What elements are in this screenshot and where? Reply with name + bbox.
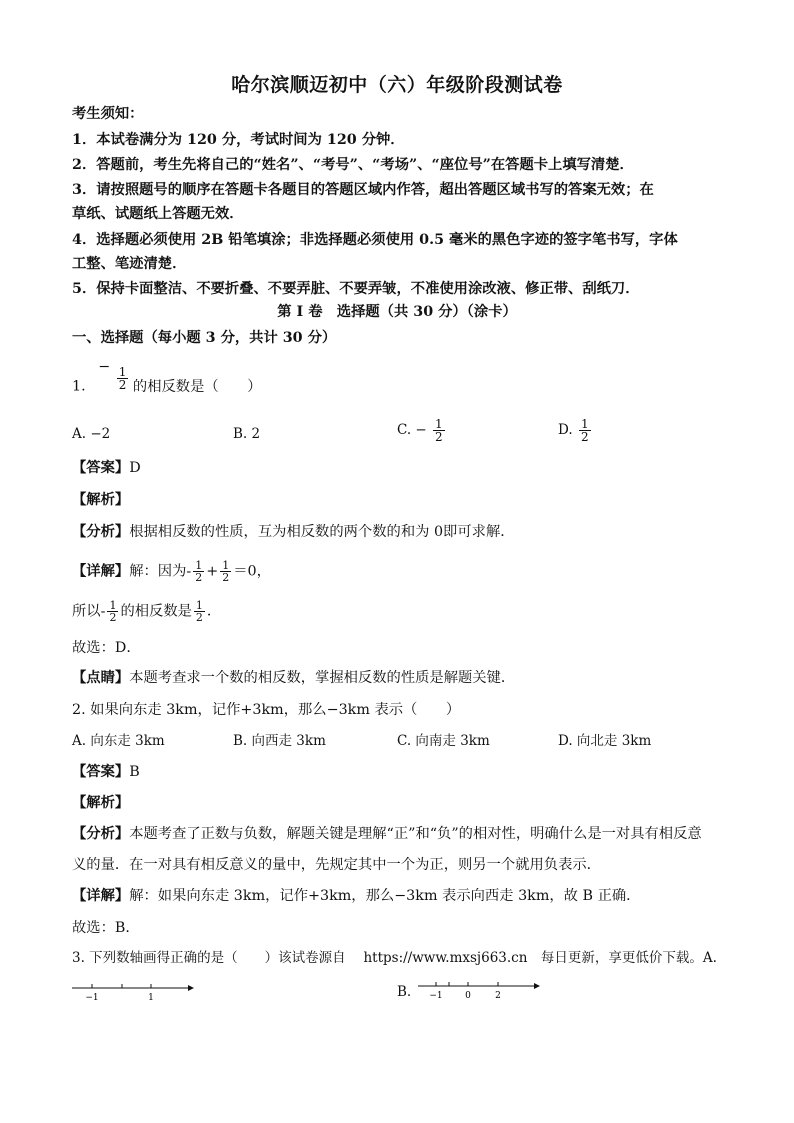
q2-fenxi-line1: 本题考查了正数与负数，解题关键是理解“正”和“负”的相对性，明确什么是一对具有相反意 (129, 826, 702, 842)
q3-option-b-label: B. (397, 984, 412, 1000)
q1-option-c (397, 418, 447, 443)
notice-item-2: 2．答题前，考生先将自己的“姓名”、“考号”、“考场”、“座位号”在答题卡上填写清楚． (72, 157, 634, 173)
q1-suoyi-frac-1 (107, 600, 118, 623)
q3-axis-a-label-1: 1 (148, 993, 154, 1003)
q1-option-d-fraction (579, 418, 591, 443)
notice-item-3-cont: 草纸、试题纸上答题无效． (72, 206, 244, 222)
q1-sy-num-1: 1 (109, 599, 117, 612)
q2-xiangjie (72, 886, 640, 906)
q1-answer-value: D (129, 460, 141, 476)
q1-xiangjie (72, 560, 271, 583)
q1-xiangjie-suffix: ＝0， (233, 563, 271, 580)
q2-option-d: D. 向北走 3km (558, 733, 652, 749)
q1-frac-den: 2 (118, 378, 127, 392)
q3-stem: 3. 下列数轴画得正确的是（ ）该试卷源自 https://www.mxsj663.cn 每日更新，享更低价下载。A. (72, 950, 717, 966)
q3-axis-a-arrow (188, 985, 194, 991)
q1-suoyi (72, 600, 221, 623)
q1-suoyi-frac-2 (194, 600, 205, 623)
q1-xj-num-1: 1 (195, 559, 203, 572)
q1-frac-num: 1 (118, 365, 127, 379)
q2-answer (72, 762, 140, 782)
q1-xiangjie-plus: + (206, 563, 219, 580)
notice-item-3: 3．请按照题号的顺序在答题卡各题目的答题区域内作答，超出答题区域书写的答案无效；在 (72, 182, 654, 198)
notice-item-4-cont: 工整、笔迹清楚． (72, 256, 187, 272)
notice-item-5: 5．保持卡面整洁、不要折叠、不要弄脏、不要弄皱，不准使用涂改液、修正带、刮纸刀． (72, 281, 640, 297)
notice-heading: 考生须知： (72, 106, 144, 122)
q2-guxuan: 故选：B． (72, 920, 140, 936)
q1-option-a: A. −2 (72, 426, 111, 442)
q1-sign: − (98, 358, 111, 375)
q1-sy-den-2: 2 (195, 611, 203, 624)
q1-xj-num-2: 1 (222, 559, 230, 572)
q1-analysis-label: 【解析】 (72, 492, 130, 508)
q1-number: 1. (72, 378, 86, 395)
q1-option-d-den: 2 (580, 430, 589, 444)
q1-fenxi (72, 522, 515, 542)
q1-fenxi-text: 根据相反数的性质，互为相反数的两个数的和为 0即可求解． (129, 524, 515, 540)
q1-xiangjie-label: 【详解】 (72, 563, 130, 580)
notice-item-4: 4．选择题必须使用 2B 铅笔填涂；非选择题必须使用 0.5 毫米的黑色字迹的签字笔书写，字体 (72, 232, 678, 248)
q1-option-c-prefix: C. − (397, 422, 427, 438)
q3-axis-b-label-neg1: −1 (429, 991, 443, 1001)
q3-axis-a (70, 978, 194, 1004)
q1-suoyi-end: ． (206, 603, 222, 620)
q1-suoyi-mid: 的相反数是 (120, 603, 192, 620)
q1-xiangjie-frac-1 (193, 560, 204, 583)
q2-answer-value: B (129, 764, 140, 780)
q1-stem-text: 的相反数是（ ） (132, 378, 262, 395)
q2-xiangjie-text: 解：如果向东走 3km，记作+3km，那么−3km 表示向西走 3km，故 B 正确． (129, 888, 641, 904)
q1-xj-den-1: 2 (195, 571, 203, 584)
exam-title: 哈尔滨顺迈初中（六）年级阶段测试卷 (231, 74, 563, 96)
q1-fenxi-label: 【分析】 (72, 524, 130, 540)
q1-fraction (117, 366, 129, 391)
q1-option-d-num: 1 (580, 417, 589, 431)
q1-guxuan: 故选：D． (72, 640, 141, 656)
q3-axis-b-label-2: 2 (495, 991, 501, 1001)
q1-suoyi-prefix: 所以- (72, 603, 106, 620)
q2-option-a: A. 向东走 3km (72, 733, 165, 749)
q1-dianjing (72, 668, 515, 688)
q2-stem: 2. 如果向东走 3km，记作+3km，那么−3km 表示（ ） (72, 702, 461, 718)
q1-xiangjie-frac-2 (220, 560, 231, 583)
section-title: 第 I 卷 选择题（共 30 分）（涂卡） (277, 304, 517, 320)
q3-axis-b-arrow (534, 983, 540, 989)
q2-answer-label: 【答案】 (72, 764, 130, 780)
q1-xiangjie-prefix: 解：因为- (129, 563, 192, 580)
q1-stem (72, 358, 262, 399)
q2-fenxi (72, 824, 702, 844)
q1-dianjing-label: 【点睛】 (72, 670, 130, 686)
q1-dianjing-text: 本题考查求一个数的相反数，掌握相反数的性质是解题关键． (129, 670, 516, 686)
q2-fenxi-cont: 义的量．在一对具有相反意义的量中，先规定其中一个为正，则另一个就用负表示． (72, 857, 601, 873)
q2-option-c: C. 向南走 3km (397, 733, 490, 749)
q3-axis-b-label-0: 0 (465, 991, 471, 1001)
q1-sy-num-2: 1 (195, 599, 203, 612)
q1-answer-label: 【答案】 (72, 460, 130, 476)
q1-xj-den-2: 2 (222, 571, 230, 584)
q2-analysis-label: 【解析】 (72, 795, 130, 811)
part-title: 一、选择题（每小题 3 分，共计 30 分） (72, 330, 337, 346)
q1-option-c-fraction (433, 418, 445, 443)
q3-axis-a-label-neg1: −1 (85, 993, 99, 1003)
q1-option-c-num: 1 (435, 417, 443, 431)
q1-answer (72, 458, 141, 478)
q1-sy-den-1: 2 (109, 611, 117, 624)
q1-option-d-prefix: D. (558, 422, 573, 438)
q1-option-d (558, 418, 593, 443)
q2-option-b: B. 向西走 3km (233, 733, 326, 749)
q2-fenxi-label: 【分析】 (72, 826, 130, 842)
q1-option-b: B. 2 (233, 426, 261, 442)
q2-xiangjie-label: 【详解】 (72, 888, 130, 904)
q1-option-c-den: 2 (435, 430, 443, 444)
q3-axis-b (416, 976, 540, 1002)
notice-item-1: 1．本试卷满分为 120 分，考试时间为 120 分钟． (72, 132, 405, 148)
